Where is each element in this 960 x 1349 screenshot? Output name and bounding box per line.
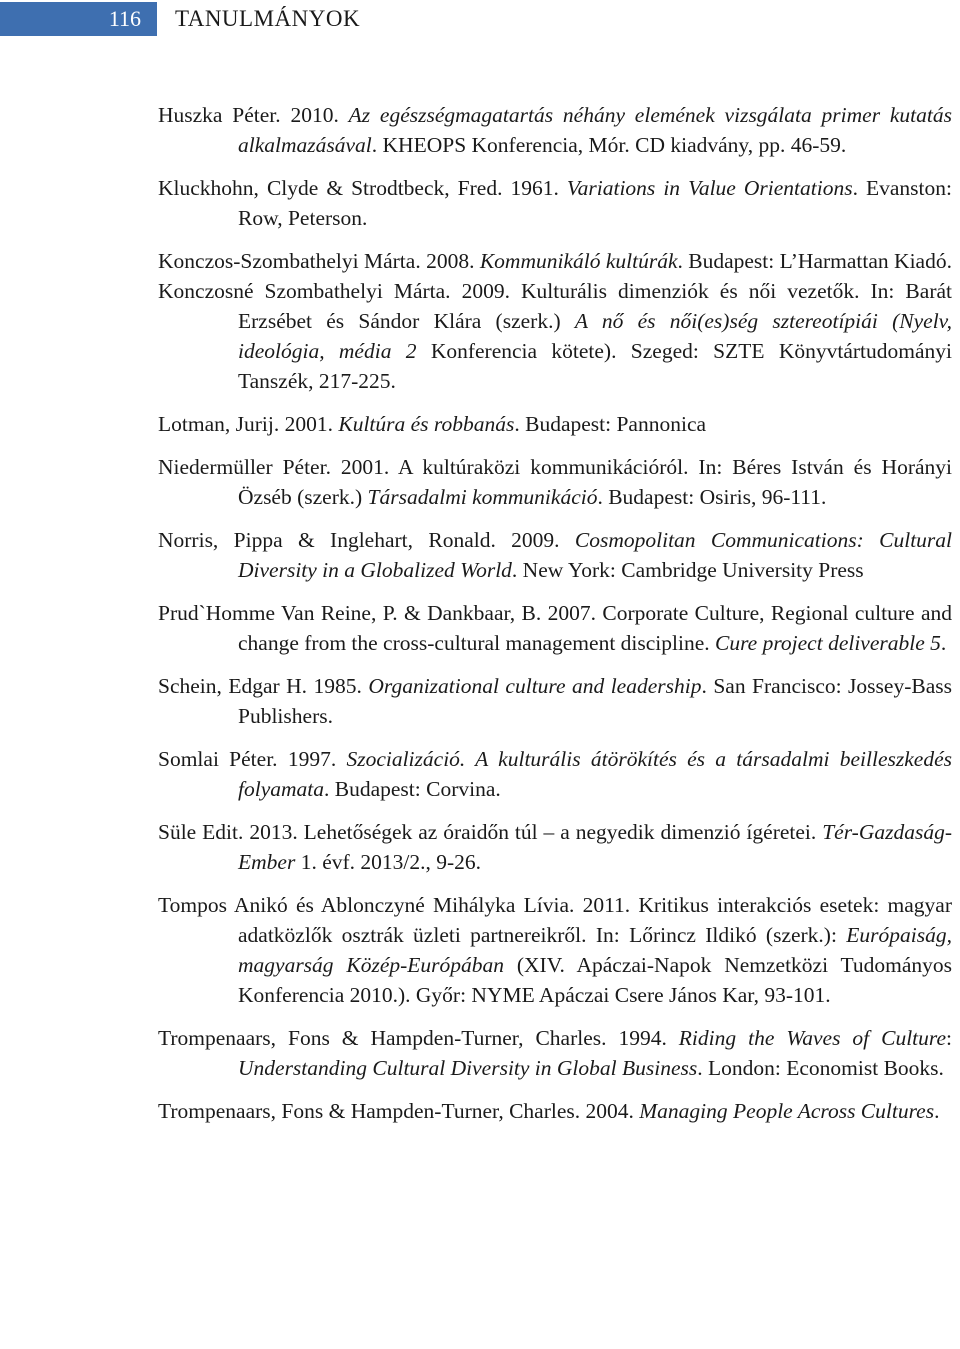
- reference-text: Lotman, Jurij. 2001.: [158, 412, 339, 436]
- reference-text: . Budapest: Corvina.: [324, 777, 501, 801]
- reference-text: . New York: Cambridge University Press: [511, 558, 864, 582]
- reference-text: Kluckhohn, Clyde & Strodtbeck, Fred. 1961.: [158, 176, 567, 200]
- reference-title-italic: Tér-Gazdaság-Ember: [238, 820, 952, 874]
- reference-text: (XIV. Apáczai-Napok Nemzetközi Tudományos Konferencia 2010.). Győr: NYME Apáczai Csere János Kar, 93-101.: [238, 953, 953, 1007]
- reference-title-italic: A nő és női(es)ség sztereotípiái (Nyelv, ideológia, média 2: [238, 309, 952, 363]
- reference-text: . Budapest: Osiris, 96-111.: [597, 485, 827, 509]
- reference-text: Niedermüller Péter. 2001. A kultúraközi kommunikációról. In: Béres István és Horányi Özséb (szerk.): [158, 455, 952, 509]
- reference-entry: [158, 890, 952, 1010]
- section-title: TANULMÁNYOK: [175, 6, 361, 31]
- reference-entry: [158, 598, 952, 658]
- reference-text: . Evanston: Row, Peterson.: [238, 176, 952, 230]
- reference-title-italic: Társadalmi kommunikáció: [367, 485, 598, 509]
- reference-entry: [158, 671, 952, 731]
- reference-entry: [158, 452, 952, 512]
- reference-text: Schein, Edgar H. 1985.: [158, 674, 369, 698]
- page-number: 116: [0, 2, 157, 36]
- reference-title-italic: Cure project deliverable 5: [715, 631, 941, 655]
- reference-text: .: [934, 1099, 940, 1123]
- reference-title-italic: Variations in Value Orientations: [566, 176, 853, 200]
- reference-title-italic: Organizational culture and leadership: [368, 674, 702, 698]
- reference-entry: [158, 744, 952, 804]
- reference-text: Prud`Homme Van Reine, P. & Dankbaar, B. 2007. Corporate Culture, Regional culture and change from the cross-cultural management discipline.: [158, 601, 952, 655]
- reference-entry: [158, 817, 952, 877]
- reference-entry: [158, 276, 952, 396]
- reference-text: Tompos Anikó és Ablonczyné Mihályka Lívia. 2011. Kritikus interakciós esetek: magyar adatközlők osztrák üzleti partnereikről. In: Lőrincz Ildikó (szerk.):: [158, 893, 952, 947]
- reference-text: . London: Economist Books.: [697, 1056, 944, 1080]
- reference-entry: [158, 246, 952, 276]
- reference-entry: [158, 409, 952, 439]
- reference-entry: [158, 1023, 952, 1083]
- reference-title-italic: Kommunikáló kultúrák: [479, 249, 678, 273]
- reference-title-italic: Understanding Cultural Diversity in Global Business: [238, 1056, 698, 1080]
- reference-title-italic: Cosmopolitan Communications: Cultural Diversity in a Globalized World: [238, 528, 953, 582]
- reference-text: :: [946, 1026, 952, 1050]
- page-header: [0, 0, 960, 40]
- reference-text: Süle Edit. 2013. Lehetőségek az óraidőn túl – a negyedik dimenzió ígéretei.: [158, 820, 823, 844]
- reference-list: [158, 100, 952, 1139]
- reference-text: .: [940, 631, 947, 655]
- reference-text: . Budapest: L’Harmattan Kiadó.: [677, 249, 952, 273]
- reference-text: Trompenaars, Fons & Hampden-Turner, Charles. 1994.: [158, 1026, 679, 1050]
- reference-text: Huszka Péter. 2010.: [158, 103, 349, 127]
- reference-entry: [158, 173, 952, 233]
- reference-text: Konczos-Szombathelyi Márta. 2008.: [158, 249, 480, 273]
- reference-text: Konczosné Szombathelyi Márta. 2009. Kulturális dimenziók és női vezetők. In: Barát Erzsébet és Sándor Klára (szerk.): [158, 279, 952, 333]
- reference-entry: [158, 525, 952, 585]
- reference-title-italic: Kultúra és robbanás: [338, 412, 515, 436]
- reference-text: 1. évf. 2013/2., 9-26.: [295, 850, 482, 874]
- reference-text: Somlai Péter. 1997.: [158, 747, 347, 771]
- reference-title-italic: Az egészségmagatartás néhány elemének vizsgálata primer kutatás alkalmazásával: [238, 103, 952, 157]
- reference-text: Norris, Pippa & Inglehart, Ronald. 2009.: [158, 528, 575, 552]
- reference-text: Trompenaars, Fons & Hampden-Turner, Charles. 2004.: [158, 1099, 640, 1123]
- reference-title-italic: Riding the Waves of Culture: [678, 1026, 947, 1050]
- reference-title-italic: Szocializáció. A kulturális átörökítés és a társadalmi beilleszkedés folyamata: [238, 747, 952, 801]
- reference-text: . KHEOPS Konferencia, Mór. CD kiadvány, pp. 46-59.: [371, 133, 847, 157]
- reference-title-italic: Managing People Across Cultures: [639, 1099, 935, 1123]
- reference-text: . San Francisco: Jossey-Bass Publishers.: [238, 674, 952, 728]
- reference-entry: [158, 100, 952, 160]
- reference-title-italic: Európaiság, magyarság Közép-Európában: [238, 923, 952, 977]
- reference-text: Konferencia kötete). Szeged: SZTE Könyvtártudományi Tanszék, 217-225.: [238, 339, 952, 393]
- reference-text: . Budapest: Pannonica: [514, 412, 707, 436]
- reference-entry: [158, 1096, 952, 1126]
